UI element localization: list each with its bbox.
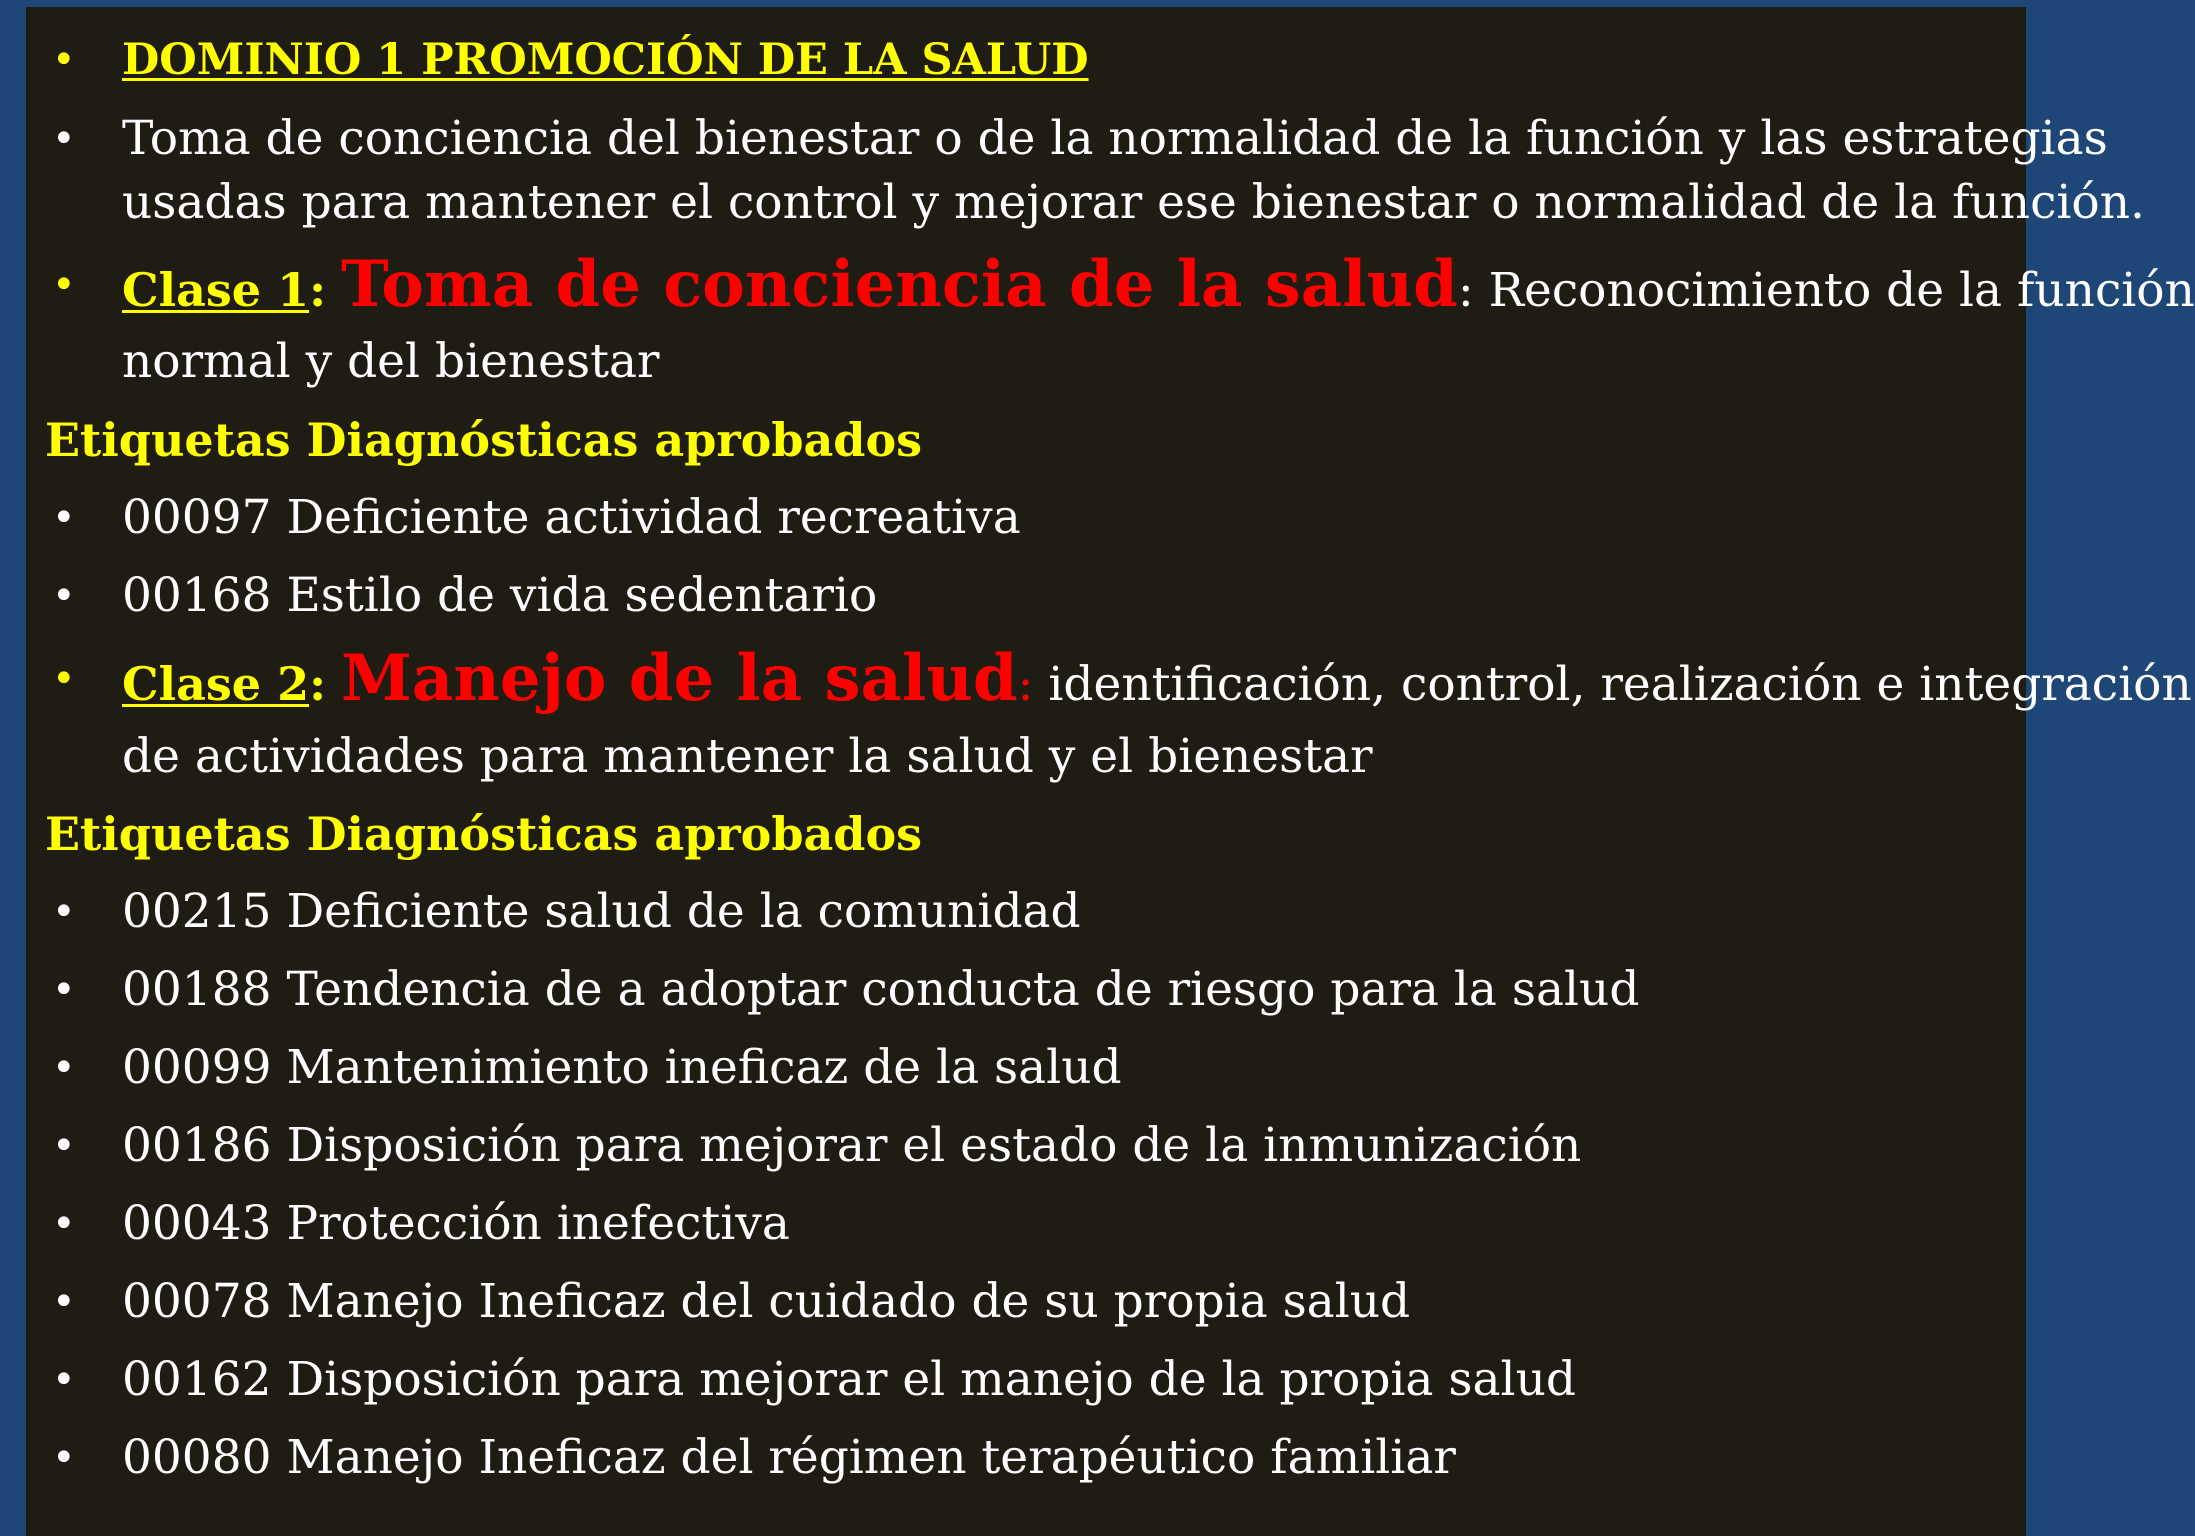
class2-name: Manejo de la salud [341, 641, 1018, 716]
class1-label: Clase 1 [122, 263, 310, 317]
class2-heading: Etiquetas Diagnósticas aprobados [45, 807, 923, 861]
slide [26, 7, 2195, 1536]
domain-desc-line1: Toma de conciencia del bienestar o de la normalidad de la función y las estrategias [122, 111, 2108, 166]
bullet-icon: • [52, 1357, 76, 1403]
bullet-icon: • [52, 1435, 76, 1481]
bullet-icon: • [52, 656, 76, 702]
class1-heading: Etiquetas Diagnósticas aprobados [45, 413, 923, 467]
diagnosis-label: 00186 Disposición para mejorar el estado de la inmunización [122, 1118, 1582, 1173]
class1-name: Toma de conciencia de la salud [341, 247, 1458, 322]
bullet-icon: • [52, 1123, 76, 1169]
class2-name-colon: : [1017, 657, 1034, 712]
bullet-icon: • [52, 37, 76, 83]
diagnosis-label: 00097 Deficiente actividad recreativa [122, 490, 1021, 545]
bullet-icon: • [52, 262, 76, 308]
class2-desc-line1: identificación, control, realización e integración [1033, 657, 2192, 712]
diagnosis-label: 00188 Tendencia de a adoptar conducta de riesgo para la salud [122, 962, 1640, 1017]
bullet-icon: • [52, 967, 76, 1013]
diagnosis-label: 00080 Manejo Ineficaz del régimen terapéutico familiar [122, 1430, 1456, 1485]
class2-colon: : [309, 657, 327, 711]
class1-text [122, 247, 2195, 325]
bullet-icon: • [52, 889, 76, 935]
bullet-icon: • [52, 573, 76, 619]
diagnosis-label: 00043 Protección inefectiva [122, 1196, 790, 1251]
class2-label: Clase 2 [122, 657, 310, 711]
class2-desc-line2: de actividades para mantener la salud y el bienestar [122, 729, 1373, 784]
class1-desc-line1: : Reconocimiento de la función [1457, 263, 2195, 318]
bullet-icon: • [52, 1201, 76, 1247]
domain-desc-line2: usadas para mantener el control y mejorar ese bienestar o normalidad de la función. [122, 175, 2145, 230]
class2-text [122, 641, 2192, 719]
class1-colon: : [309, 263, 327, 317]
diagnosis-label: 00168 Estilo de vida sedentario [122, 568, 878, 623]
class1-desc-line2: normal y del bienestar [122, 334, 660, 389]
diagnosis-label: 00099 Mantenimiento ineficaz de la salud [122, 1040, 1122, 1095]
domain-title: DOMINIO 1 PROMOCIÓN DE LA SALUD [122, 35, 1089, 85]
bullet-icon: • [52, 116, 76, 162]
diagnosis-label: 00162 Disposición para mejorar el manejo de la propia salud [122, 1352, 1576, 1407]
bullet-icon: • [52, 1279, 76, 1325]
diagnosis-label: 00078 Manejo Ineficaz del cuidado de su propia salud [122, 1274, 1411, 1329]
diagnosis-label: 00215 Deficiente salud de la comunidad [122, 884, 1081, 939]
bullet-icon: • [52, 495, 76, 541]
bullet-icon: • [52, 1045, 76, 1091]
